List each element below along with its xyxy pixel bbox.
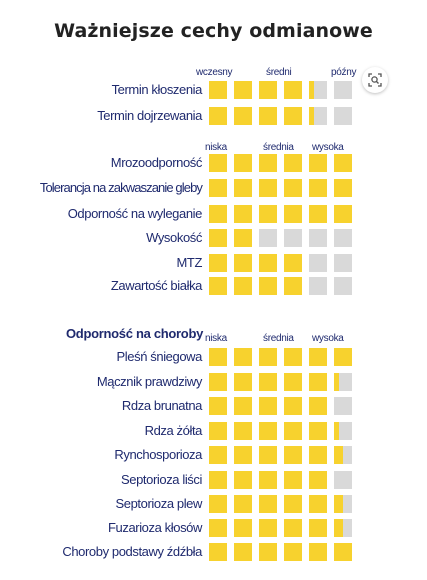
rating-square <box>284 422 302 440</box>
rating-fill <box>209 107 227 125</box>
rating-square <box>234 348 252 366</box>
rating-square <box>209 373 227 391</box>
rating-fill <box>309 519 327 537</box>
scale-label: niska <box>205 333 227 344</box>
rating-fill <box>234 373 252 391</box>
rating-square <box>334 543 352 561</box>
rating-fill <box>234 543 252 561</box>
rating-square <box>284 277 302 295</box>
rating-fill <box>234 81 252 99</box>
rating-fill <box>209 446 227 464</box>
rating-fill <box>284 446 302 464</box>
rating-square <box>234 397 252 415</box>
rating-square <box>259 495 277 513</box>
rating-fill <box>209 471 227 489</box>
rating-square <box>209 229 227 247</box>
rating-square <box>309 154 327 172</box>
rating-fill <box>309 154 327 172</box>
rating-square <box>259 205 277 223</box>
rating-fill <box>309 422 327 440</box>
rating-square <box>209 397 227 415</box>
rating-fill <box>259 254 277 272</box>
trait-label: MTZ <box>176 255 202 270</box>
rating-square <box>259 81 277 99</box>
rating-fill <box>209 397 227 415</box>
trait-label: Wysokość <box>146 230 202 245</box>
rating-square <box>234 107 252 125</box>
rating-square <box>334 348 352 366</box>
rating-square <box>334 179 352 197</box>
section-heading: Odporność na choroby <box>66 326 204 341</box>
trait-label: Choroby podstawy źdźbła <box>62 544 202 559</box>
rating-fill <box>259 446 277 464</box>
rating-square <box>334 229 352 247</box>
lens-button[interactable] <box>362 67 388 93</box>
rating-square <box>234 81 252 99</box>
rating-square <box>334 373 352 391</box>
rating-fill <box>259 81 277 99</box>
rating-fill <box>259 495 277 513</box>
rating-fill <box>259 543 277 561</box>
rating-fill <box>209 495 227 513</box>
rating-fill <box>259 348 277 366</box>
rating-square <box>259 277 277 295</box>
rating-fill <box>234 107 252 125</box>
rating-fill <box>234 422 252 440</box>
rating-square <box>284 397 302 415</box>
scale-label: średni <box>266 67 292 78</box>
rating-square <box>234 422 252 440</box>
rating-square <box>309 446 327 464</box>
lens-search-icon <box>368 73 382 87</box>
rating-square <box>284 373 302 391</box>
rating-square <box>209 205 227 223</box>
rating-fill <box>284 277 302 295</box>
rating-fill <box>309 495 327 513</box>
trait-label: Septorioza plew <box>115 496 202 511</box>
rating-square <box>284 81 302 99</box>
rating-square <box>259 348 277 366</box>
rating-square <box>334 107 352 125</box>
rating-square <box>209 179 227 197</box>
rating-square <box>309 81 327 99</box>
rating-fill <box>234 205 252 223</box>
rating-fill <box>284 373 302 391</box>
rating-square <box>209 422 227 440</box>
rating-fill <box>259 107 277 125</box>
rating-square <box>209 107 227 125</box>
rating-square <box>334 277 352 295</box>
rating-square <box>209 81 227 99</box>
rating-square <box>259 446 277 464</box>
rating-fill <box>209 229 227 247</box>
rating-square <box>209 277 227 295</box>
rating-fill <box>209 348 227 366</box>
rating-square <box>284 229 302 247</box>
rating-fill <box>234 254 252 272</box>
rating-fill <box>259 373 277 391</box>
rating-fill <box>309 397 327 415</box>
rating-square <box>309 471 327 489</box>
scale-label: średnia <box>263 333 294 344</box>
rating-fill <box>309 205 327 223</box>
trait-label: Rdza brunatna <box>121 398 202 413</box>
rating-fill <box>334 446 343 464</box>
rating-fill <box>284 154 302 172</box>
rating-square <box>259 519 277 537</box>
rating-fill <box>284 81 302 99</box>
trait-label: Mącznik prawdziwy <box>96 374 202 389</box>
scale-label: wysoka <box>312 142 344 153</box>
rating-fill <box>259 422 277 440</box>
rating-square <box>259 373 277 391</box>
rating-square <box>259 397 277 415</box>
rating-fill <box>259 154 277 172</box>
rating-square <box>259 179 277 197</box>
rating-fill <box>284 397 302 415</box>
scale-label: wysoka <box>312 333 344 344</box>
rating-square <box>284 446 302 464</box>
rating-square <box>334 154 352 172</box>
rating-square <box>259 254 277 272</box>
rating-square <box>234 519 252 537</box>
rating-square <box>284 495 302 513</box>
rating-fill <box>334 348 352 366</box>
rating-square <box>334 471 352 489</box>
rating-square <box>259 154 277 172</box>
rating-fill <box>284 519 302 537</box>
rating-square <box>309 495 327 513</box>
rating-fill <box>209 543 227 561</box>
rating-fill <box>334 154 352 172</box>
rating-square <box>309 254 327 272</box>
rating-fill <box>209 205 227 223</box>
rating-fill <box>259 179 277 197</box>
rating-square <box>309 422 327 440</box>
rating-fill <box>334 373 339 391</box>
rating-square <box>234 373 252 391</box>
rating-fill <box>259 277 277 295</box>
rating-fill <box>209 154 227 172</box>
rating-square <box>234 277 252 295</box>
rating-square <box>259 107 277 125</box>
rating-fill <box>234 277 252 295</box>
rating-square <box>234 205 252 223</box>
rating-fill <box>259 205 277 223</box>
rating-fill <box>334 519 343 537</box>
rating-fill <box>284 205 302 223</box>
rating-square <box>209 254 227 272</box>
rating-square <box>309 519 327 537</box>
rating-fill <box>209 277 227 295</box>
rating-fill <box>284 107 302 125</box>
rating-square <box>284 471 302 489</box>
rating-square <box>334 422 352 440</box>
trait-label: Zawartość białka <box>110 278 202 293</box>
rating-square <box>309 107 327 125</box>
rating-square <box>209 154 227 172</box>
scale-label: wczesny <box>196 67 233 78</box>
rating-square <box>259 229 277 247</box>
rating-square <box>334 495 352 513</box>
rating-fill <box>234 446 252 464</box>
rating-square <box>209 446 227 464</box>
rating-fill <box>309 81 314 99</box>
rating-fill <box>284 348 302 366</box>
rating-square <box>234 229 252 247</box>
trait-label: Termin dojrzewania <box>97 108 202 123</box>
rating-fill <box>334 495 343 513</box>
trait-label: Fuzarioza kłosów <box>107 520 202 535</box>
trait-label: Pleśń śniegowa <box>116 349 202 364</box>
rating-square <box>234 254 252 272</box>
rating-square <box>259 422 277 440</box>
rating-square <box>209 471 227 489</box>
rating-fill <box>334 205 352 223</box>
rating-square <box>259 543 277 561</box>
rating-fill <box>234 519 252 537</box>
rating-square <box>334 519 352 537</box>
rating-fill <box>209 179 227 197</box>
rating-square <box>284 254 302 272</box>
rating-fill <box>309 348 327 366</box>
rating-square <box>309 397 327 415</box>
rating-fill <box>284 179 302 197</box>
rating-square <box>234 495 252 513</box>
rating-square <box>334 254 352 272</box>
rating-fill <box>284 422 302 440</box>
trait-label: Tolerancja na zakwaszanie gleby <box>39 180 202 195</box>
rating-square <box>284 543 302 561</box>
trait-label: Rynchosporioza <box>114 447 202 462</box>
rating-fill <box>334 422 339 440</box>
rating-square <box>284 107 302 125</box>
rating-fill <box>209 81 227 99</box>
trait-label: Rdza żółta <box>144 423 202 438</box>
rating-square <box>234 179 252 197</box>
rating-fill <box>259 397 277 415</box>
rating-fill <box>234 179 252 197</box>
page-title: Ważniejsze cechy odmianowe <box>54 20 373 42</box>
rating-fill <box>209 422 227 440</box>
rating-fill <box>209 373 227 391</box>
rating-fill <box>259 519 277 537</box>
rating-fill <box>334 179 352 197</box>
rating-fill <box>309 543 327 561</box>
rating-fill <box>309 179 327 197</box>
rating-fill <box>309 446 327 464</box>
rating-fill <box>234 348 252 366</box>
rating-square <box>284 179 302 197</box>
rating-square <box>334 81 352 99</box>
rating-fill <box>234 154 252 172</box>
rating-fill <box>309 471 327 489</box>
rating-fill <box>234 495 252 513</box>
rating-square <box>309 179 327 197</box>
rating-square <box>209 348 227 366</box>
rating-fill <box>309 107 314 125</box>
scale-label: niska <box>205 142 227 153</box>
rating-square <box>309 229 327 247</box>
rating-fill <box>234 229 252 247</box>
rating-square <box>309 373 327 391</box>
rating-fill <box>309 373 327 391</box>
trait-label: Septorioza liści <box>120 472 202 487</box>
rating-square <box>309 348 327 366</box>
rating-fill <box>234 397 252 415</box>
rating-square <box>334 205 352 223</box>
scale-label: późny <box>331 67 357 78</box>
rating-fill <box>334 543 352 561</box>
rating-square <box>209 519 227 537</box>
rating-fill <box>259 471 277 489</box>
rating-square <box>284 348 302 366</box>
trait-label: Mrozoodporność <box>110 155 202 170</box>
rating-square <box>334 397 352 415</box>
rating-square <box>259 471 277 489</box>
rating-fill <box>209 254 227 272</box>
rating-square <box>234 543 252 561</box>
rating-square <box>309 277 327 295</box>
rating-square <box>334 446 352 464</box>
rating-square <box>309 205 327 223</box>
rating-fill <box>284 254 302 272</box>
trait-label: Termin kłoszenia <box>111 82 202 97</box>
rating-square <box>309 543 327 561</box>
rating-square <box>284 154 302 172</box>
rating-square <box>234 471 252 489</box>
trait-label: Odporność na wyleganie <box>67 206 202 221</box>
rating-square <box>234 154 252 172</box>
rating-square <box>284 205 302 223</box>
rating-square <box>209 495 227 513</box>
rating-fill <box>284 543 302 561</box>
rating-square <box>209 543 227 561</box>
rating-fill <box>284 495 302 513</box>
rating-square <box>284 519 302 537</box>
rating-fill <box>284 471 302 489</box>
rating-square <box>234 446 252 464</box>
rating-fill <box>209 519 227 537</box>
scale-label: średnia <box>263 142 294 153</box>
rating-fill <box>234 471 252 489</box>
